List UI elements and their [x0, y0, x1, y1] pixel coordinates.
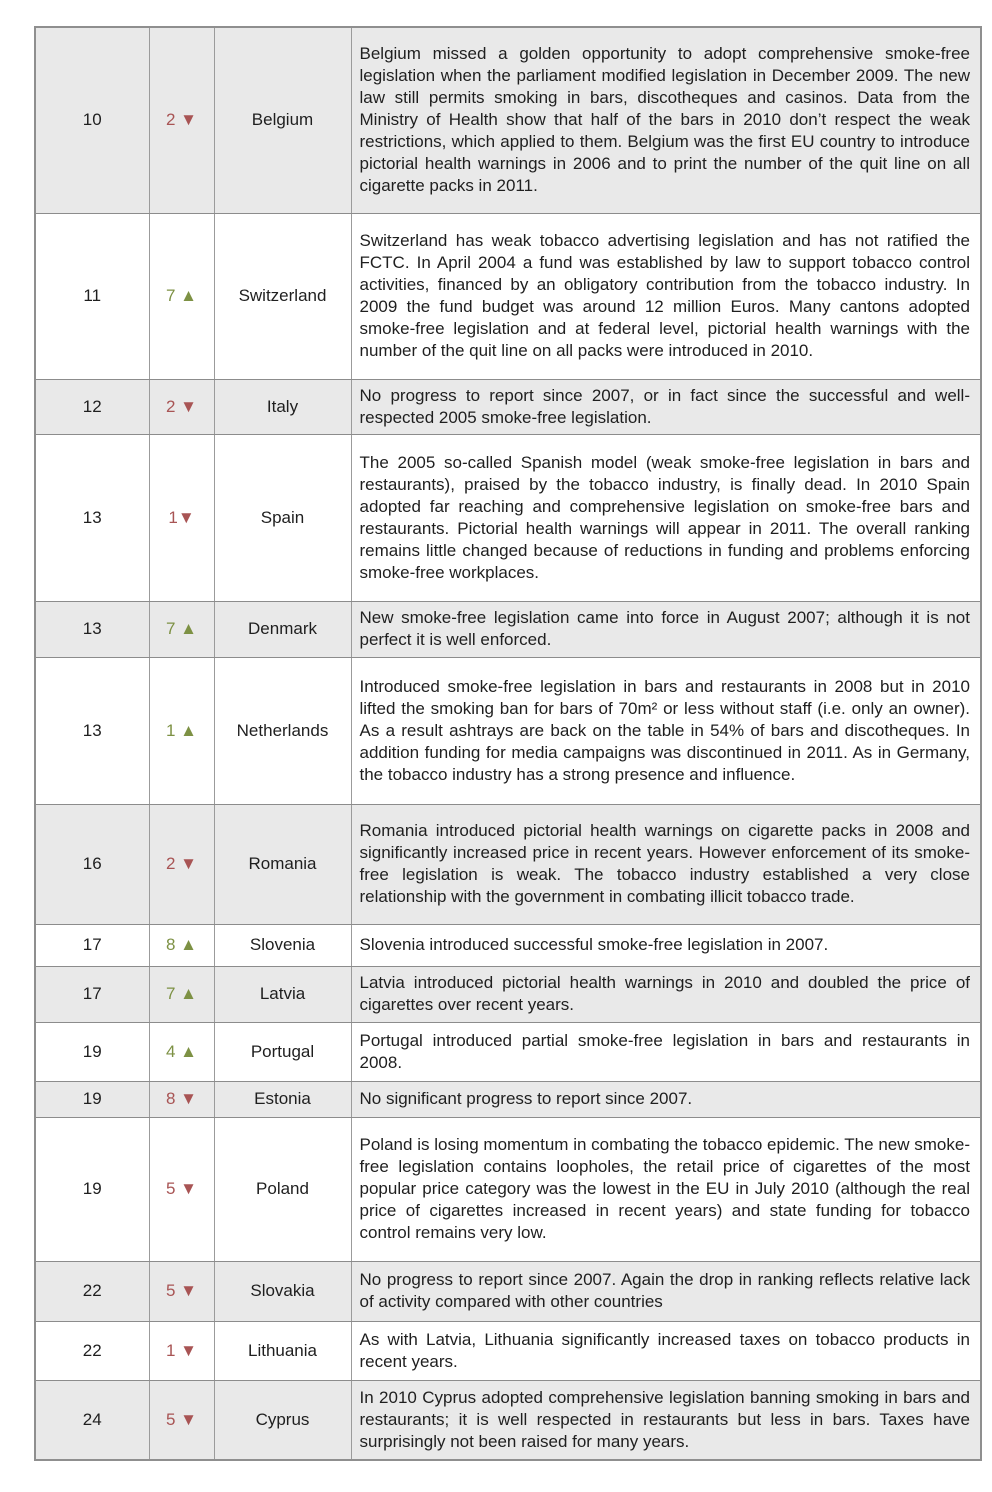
- rank-change-indicator: 7 ▲: [165, 286, 197, 305]
- rank-change-indicator: 2 ▼: [165, 854, 197, 873]
- rank-value: 11: [35, 213, 149, 379]
- rank-change-indicator: 7 ▲: [165, 619, 197, 638]
- rank-change-cell: [149, 1321, 214, 1380]
- rank-change-cell: [149, 213, 214, 379]
- rank-value: 17: [35, 924, 149, 966]
- rank-value: 22: [35, 1261, 149, 1321]
- country-comment: No progress to report since 2007. Again the drop in ranking reflects relative lack of activity compared with other countries: [351, 1261, 981, 1321]
- country-name: Belgium: [214, 27, 351, 213]
- table-row-poland: [35, 1117, 981, 1261]
- rank-change-indicator: 4 ▲: [165, 1041, 197, 1061]
- country-comment: Romania introduced pictorial health warnings on cigarette packs in 2008 and significantly increased price in recent years. However enforcement of its smoke-free legislation is weak. The tobacco industry established a very close relationship with the government in combating illicit tobacco trade.: [351, 804, 981, 924]
- country-comment: Latvia introduced pictorial health warnings in 2010 and doubled the price of cigarettes over recent years.: [351, 966, 981, 1022]
- rank-change-cell: [149, 966, 214, 1022]
- rank-change-cell: [149, 601, 214, 657]
- table-row-romania: [35, 804, 981, 924]
- country-comment: Poland is losing momentum in combating the tobacco epidemic. The new smoke-free legislation contains loopholes, the retail price of cigarettes of the most popular price category was the lowest in the EU in July 2010 (although the real price of cigarettes increased in recent years) and state funding for tobacco control remains very low.: [351, 1117, 981, 1261]
- country-name: Lithuania: [214, 1321, 351, 1380]
- country-name: Slovakia: [214, 1261, 351, 1321]
- table-row-switzerland: [35, 213, 981, 379]
- rank-change-indicator: 5 ▼: [165, 1409, 197, 1429]
- rank-value: 10: [35, 27, 149, 213]
- country-comment: New smoke-free legislation came into force in August 2007; although it is not perfect it is well enforced.: [351, 601, 981, 657]
- country-name: Latvia: [214, 966, 351, 1022]
- rank-change-indicator: 7 ▲: [165, 984, 197, 1003]
- country-comment: Introduced smoke-free legislation in bars and restaurants in 2008 but in 2010 lifted the smoking ban for bars of 70m² or less without staff (i.e. only an owner). As a result ashtrays are back on the table in 54% of bars and discotheques. In addition funding for media campaigns was discontinued in 2011. As in Germany, the tobacco industry has a strong presence and influence.: [351, 657, 981, 804]
- rank-value: 12: [35, 379, 149, 434]
- rank-change-indicator: 5 ▼: [165, 1281, 197, 1300]
- rank-value: 13: [35, 434, 149, 601]
- country-comment: As with Latvia, Lithuania significantly increased taxes on tobacco products in recent years.: [351, 1321, 981, 1380]
- country-name: Slovenia: [214, 924, 351, 966]
- country-name: Switzerland: [214, 213, 351, 379]
- country-name: Italy: [214, 379, 351, 434]
- table-row-slovakia: [35, 1261, 981, 1321]
- rank-change-indicator: 8 ▲: [165, 935, 197, 954]
- rank-change-indicator: 8 ▼: [165, 1089, 197, 1108]
- rank-value: 19: [35, 1022, 149, 1081]
- country-comment: No progress to report since 2007, or in fact since the successful and well-respected 2005 smoke-free legislation.: [351, 379, 981, 434]
- country-name: Cyprus: [214, 1380, 351, 1460]
- rank-value: 22: [35, 1321, 149, 1380]
- table-row-belgium: [35, 27, 981, 213]
- table-row-denmark: [35, 601, 981, 657]
- table-row-slovenia: [35, 924, 981, 966]
- country-name: Poland: [214, 1117, 351, 1261]
- country-name: Denmark: [214, 601, 351, 657]
- rank-change-indicator: 1 ▲: [165, 720, 197, 740]
- rank-value: 19: [35, 1081, 149, 1117]
- country-comment: In 2010 Cyprus adopted comprehensive legislation banning smoking in bars and restaurants; it is well respected in restaurants but less in bars. Taxes have surprisingly not been raised for many years.: [351, 1380, 981, 1460]
- table-row-portugal: [35, 1022, 981, 1081]
- rank-change-cell: [149, 1380, 214, 1460]
- rank-value: 13: [35, 657, 149, 804]
- rank-change-indicator: 5 ▼: [165, 1179, 197, 1198]
- table-row-spain: [35, 434, 981, 601]
- rank-change-indicator: 1 ▼: [165, 1340, 197, 1360]
- table-row-cyprus: [35, 1380, 981, 1460]
- rank-value: 17: [35, 966, 149, 1022]
- country-comment: Switzerland has weak tobacco advertising legislation and has not ratified the FCTC. In April 2004 a fund was established by law to support tobacco control activities, financed by an obligatory contribution from the tobacco industry. In 2009 the fund budget was around 12 million Euros. Many cantons adopted smoke-free legislation and at federal level, pictorial health warnings with the number of the quit line on all packs were introduced in 2010.: [351, 213, 981, 379]
- rank-change-cell: [149, 657, 214, 804]
- rank-change-cell: [149, 27, 214, 213]
- country-comment: Belgium missed a golden opportunity to adopt comprehensive smoke-free legislation when the parliament modified legislation in December 2009. The new law still permits smoking in bars, discotheques and casinos. Data from the Ministry of Health show that half of the bars in 2010 don’t respect the weak restrictions, which applied to them. Belgium was the first EU country to introduce pictorial health warnings in 2006 and to print the number of the quit line on all cigarette packs in 2011.: [351, 27, 981, 213]
- rank-change-cell: [149, 924, 214, 966]
- country-name: Portugal: [214, 1022, 351, 1081]
- table-row-netherlands: [35, 657, 981, 804]
- rank-change-cell: [149, 1022, 214, 1081]
- rank-change-cell: [149, 1117, 214, 1261]
- rank-value: 13: [35, 601, 149, 657]
- table-row-italy: [35, 379, 981, 434]
- country-ranking-table: [34, 26, 982, 1461]
- country-comment: The 2005 so-called Spanish model (weak smoke-free legislation in bars and restaurants), praised by the tobacco industry, is finally dead. In 2010 Spain adopted far reaching and comprehensive legislation on smoke-free bars and restaurants. Pictorial health warnings will appear in 2011. The overall ranking remains little changed because of reductions in funding and problems enforcing smoke-free workplaces.: [351, 434, 981, 601]
- country-comment: Slovenia introduced successful smoke-free legislation in 2007.: [351, 924, 981, 966]
- rank-value: 19: [35, 1117, 149, 1261]
- rank-change-cell: [149, 1261, 214, 1321]
- rank-change-cell: [149, 1081, 214, 1117]
- table-row-estonia: [35, 1081, 981, 1117]
- rank-change-indicator: 1▼: [168, 507, 195, 527]
- country-comment: Portugal introduced partial smoke-free legislation in bars and restaurants in 2008.: [351, 1022, 981, 1081]
- rank-change-indicator: 2 ▼: [165, 396, 197, 416]
- rank-value: 24: [35, 1380, 149, 1460]
- country-name: Romania: [214, 804, 351, 924]
- country-comment: No significant progress to report since 2007.: [351, 1081, 981, 1117]
- rank-change-cell: [149, 434, 214, 601]
- rank-change-cell: [149, 804, 214, 924]
- rank-change-indicator: 2 ▼: [165, 110, 197, 130]
- rank-value: 16: [35, 804, 149, 924]
- rank-change-cell: [149, 379, 214, 434]
- table-row-latvia: [35, 966, 981, 1022]
- country-name: Netherlands: [214, 657, 351, 804]
- country-name: Spain: [214, 434, 351, 601]
- table-row-lithuania: [35, 1321, 981, 1380]
- country-name: Estonia: [214, 1081, 351, 1117]
